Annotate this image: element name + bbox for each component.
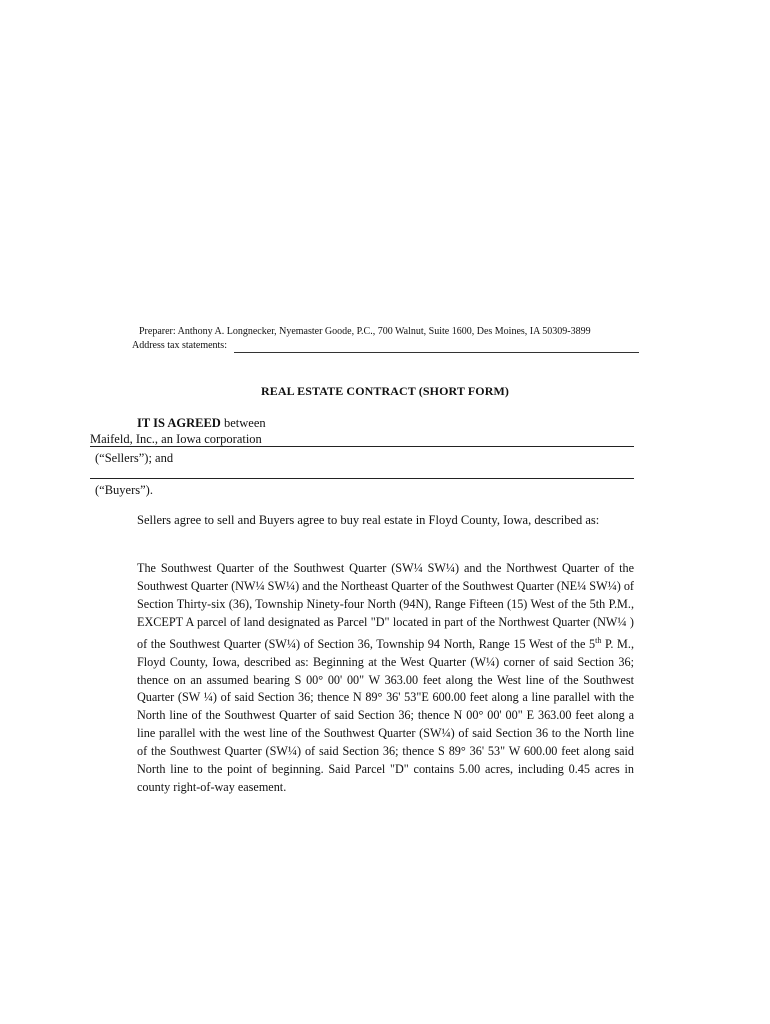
preparer-line: Preparer: Anthony A. Longnecker, Nyemaster Goode, P.C., 700 Walnut, Suite 1600, Des Moines, IA 50309-3899: [139, 326, 591, 337]
sale-intro-paragraph: Sellers agree to sell and Buyers agree to buy real estate in Floyd County, Iowa, described as:: [137, 513, 600, 527]
sellers-label: (“Sellers”); and: [95, 451, 174, 465]
seller-name: Maifeld, Inc., an Iowa corporation: [90, 432, 262, 446]
buyers-label: (“Buyers”).: [95, 483, 153, 497]
address-blank-line: [234, 352, 639, 353]
legal-description-superscript: th: [595, 635, 602, 645]
legal-description-part1: The Southwest Quarter of the Southwest Quarter (SW¼ SW¼) and the Northwest Quarter of the Southwest Quarter (NW¼ SW¼) and the Northeast Quarter of the Southwest Quarter (NE¼ SW¼) of Section Thirty-six (36), Township Ninety-four North (94N), Range Fifteen (15) West of the 5th P.M., EXCEPT A parcel of land designated as Parcel "D" located in part of the Northwest Quarter (NW¼ ) of the Southwest Quarter (SW¼) of Section 36, Township 94 North, Range 15 West of the 5: [137, 561, 634, 651]
agreed-rest-text: between: [220, 416, 266, 430]
document-title: REAL ESTATE CONTRACT (SHORT FORM): [260, 384, 510, 398]
agreed-bold-text: IT IS AGREED: [137, 416, 221, 430]
legal-description-part2: P. M., Floyd County, Iowa, described as: Beginning at the West Quarter (W¼) corner of said Section 36; thence on an assumed bearing S 00° 00' 00" W 363.00 feet along the West line of the Southwest Quarter (SW ¼) of said Section 36; thence N 89° 36' 53"E 600.00 feet along a line parallel with the North line of the Southwest Quarter of said Section 36; thence N 00° 00' 00" E 363.00 feet along a line parallel with the west line of the Southwest Quarter (SW¼) of said Section 36 to the North line of the Southwest Quarter (SW¼) of said Section 36; thence S 89° 36' 53" W 600.00 feet along said North line to the point of beginning. Said Parcel "D" contains 5.00 acres, including 0.45 acres in county right-of-way easement.: [137, 636, 634, 794]
legal-description-paragraph: [137, 560, 634, 797]
buyer-blank-line: [90, 478, 634, 479]
agreement-opening: [137, 416, 266, 431]
seller-underline: [90, 446, 634, 447]
address-tax-statements-label: Address tax statements:: [132, 340, 227, 351]
